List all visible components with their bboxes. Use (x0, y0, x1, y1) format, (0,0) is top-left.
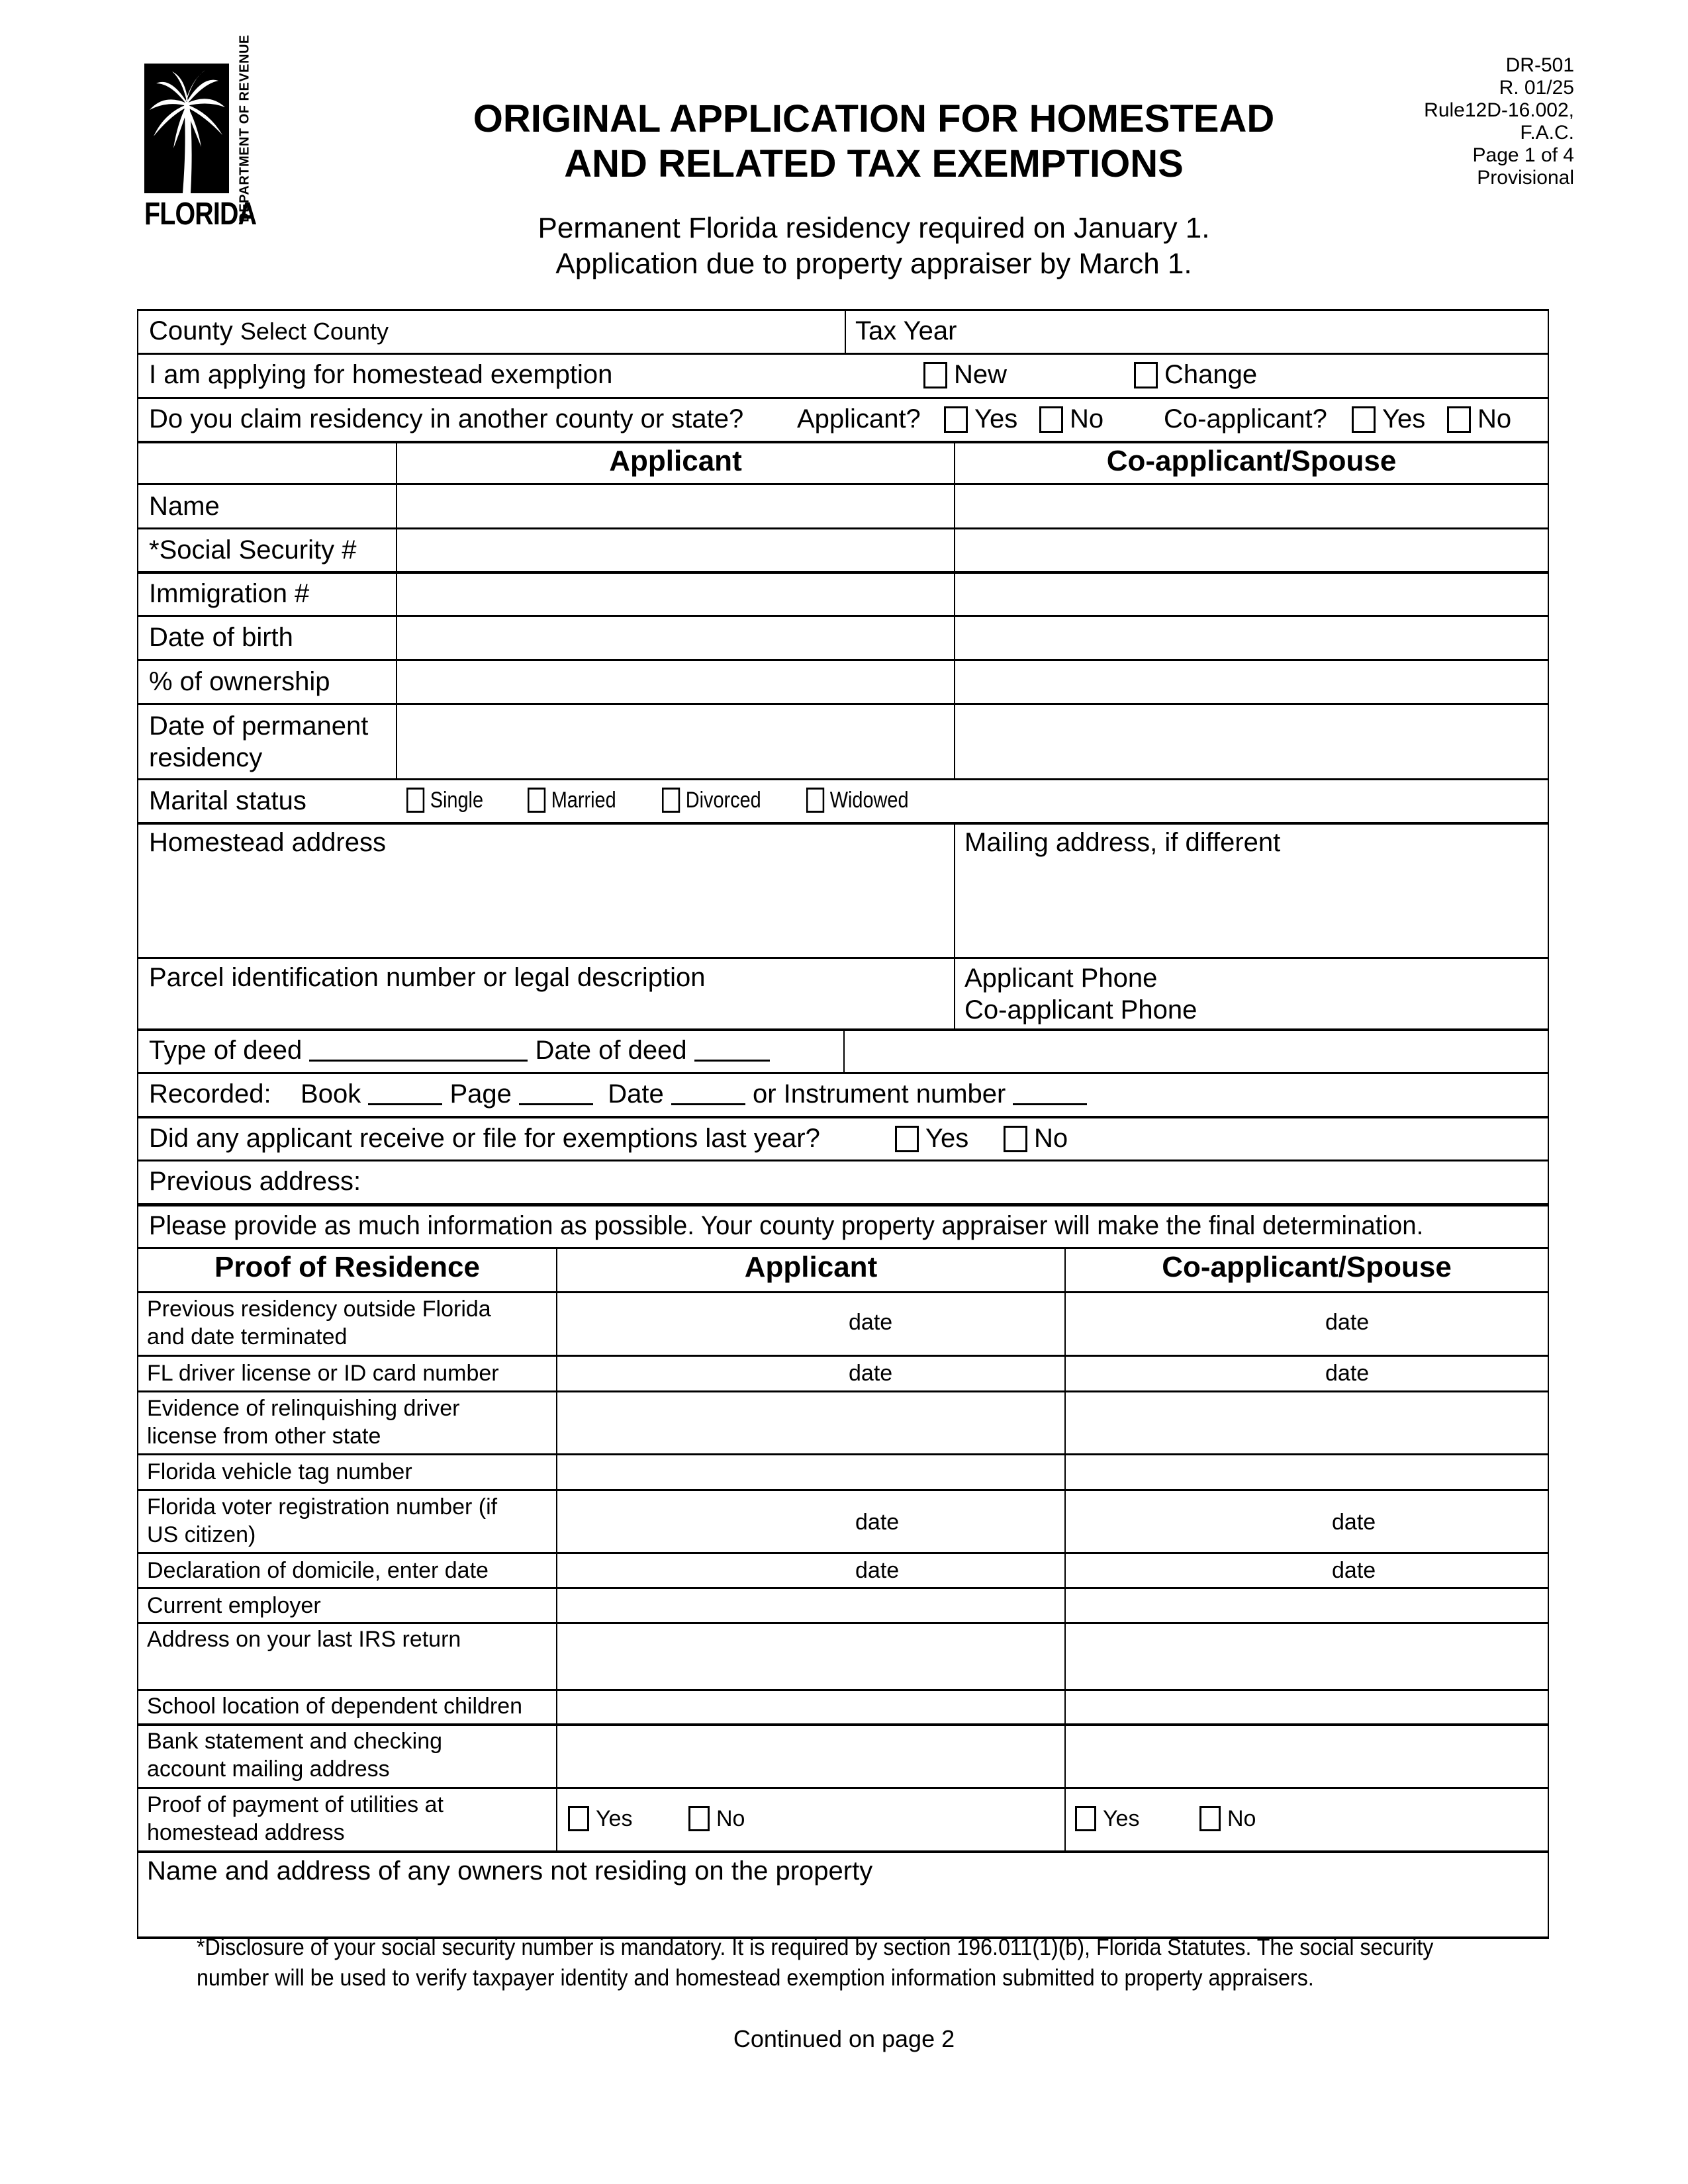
owners-not-residing-label: Name and address of any owners not residing on the property (147, 1856, 873, 1886)
coapplicant-name-input[interactable] (957, 485, 1546, 526)
rule (137, 397, 1549, 399)
recorded-date-label: Date (608, 1079, 664, 1109)
type-of-deed-input[interactable] (309, 1039, 528, 1062)
applicant-phone-field[interactable]: Applicant Phone (964, 964, 1158, 993)
applicant-relinquish-input[interactable] (558, 1392, 1063, 1452)
rule (137, 1203, 1549, 1206)
owners-not-residing-input[interactable] (139, 1888, 1546, 1936)
rule (137, 1247, 138, 1939)
coapplicant-phone-field[interactable]: Co-applicant Phone (964, 995, 1197, 1024)
checkbox[interactable] (688, 1806, 710, 1831)
rule (137, 1160, 1549, 1161)
book-label: Book (301, 1079, 361, 1109)
book-input[interactable] (368, 1083, 442, 1105)
coapplicant-employer-input[interactable] (1066, 1589, 1546, 1621)
parcel-input[interactable] (139, 993, 952, 1027)
label-line: Evidence of relinquishing driver (147, 1396, 460, 1421)
yes-label: Yes (1382, 404, 1426, 433)
applicant-date-hint[interactable]: date (855, 1510, 900, 1535)
immigration-label: Immigration # (149, 579, 310, 608)
tax-year-field[interactable]: Tax Year (855, 316, 957, 345)
applicant-immigration-input[interactable] (399, 574, 953, 615)
checkbox[interactable] (406, 788, 424, 813)
form-fac: F.A.C. (1520, 122, 1574, 144)
checkbox[interactable] (944, 406, 968, 433)
permanent-residency-label (149, 710, 368, 774)
new-label: New (954, 360, 1008, 389)
proof-row-label (147, 1493, 497, 1549)
applicant-irs-address-input[interactable] (558, 1624, 1063, 1688)
no-label: No (1070, 404, 1104, 433)
homestead-address-input[interactable] (139, 859, 952, 956)
applicant-vehicle-tag-input[interactable] (558, 1455, 1063, 1488)
applicant-name-input[interactable] (399, 485, 953, 526)
rule (137, 441, 1549, 443)
applicant-date-hint[interactable]: date (855, 1558, 900, 1583)
residency-coapplicant-no[interactable] (1447, 404, 1511, 434)
option-label: Single (430, 788, 484, 813)
coapplicant-school-input[interactable] (1066, 1691, 1546, 1722)
page-input[interactable] (519, 1083, 593, 1105)
coapplicant-immigration-input[interactable] (957, 574, 1546, 615)
coapplicant-utilities-no[interactable] (1199, 1805, 1256, 1832)
recorded-date-input[interactable] (671, 1083, 745, 1105)
proof-column-header: Proof of Residence (214, 1251, 480, 1283)
ownership-label: % of ownership (149, 667, 330, 696)
applicant-residency-date-input[interactable] (399, 705, 953, 776)
previous-address-input[interactable] (371, 1162, 1546, 1201)
subtitle-line-1: Permanent Florida residency required on January 1. (538, 212, 1210, 244)
proof-row-label (147, 1727, 442, 1783)
page-title (371, 97, 1377, 187)
marital-widowed[interactable] (806, 787, 909, 813)
no-label: No (1477, 404, 1512, 433)
homestead-address-label: Homestead address (149, 828, 386, 857)
coapplicant-vehicle-tag-input[interactable] (1066, 1455, 1546, 1488)
label-line: US citizen) (147, 1522, 256, 1547)
change-checkbox[interactable] (1134, 362, 1158, 388)
proof-instruction: Please provide as much information as possible. Your county property appraiser will make the final determination. (149, 1211, 1424, 1240)
coapplicant-column-header: Co-applicant/Spouse (1106, 445, 1397, 477)
ssn-disclosure (197, 1933, 1451, 1993)
name-label: Name (149, 492, 220, 521)
residency-applicant-yes[interactable] (944, 404, 1017, 434)
continued-note: Continued on page 2 (733, 2025, 955, 2052)
applicant-dob-input[interactable] (399, 617, 953, 658)
applicant-bank-address-input[interactable] (558, 1726, 1063, 1786)
form-revision: R. 01/25 (1499, 77, 1574, 99)
coapplicant-date-hint[interactable]: date (1332, 1558, 1376, 1583)
phone-labels (964, 962, 1197, 1026)
rule (556, 1247, 557, 1850)
checkbox[interactable] (895, 1126, 919, 1152)
rule (137, 778, 1549, 780)
yes-label: Yes (925, 1124, 969, 1153)
coapplicant-bank-address-input[interactable] (1066, 1726, 1546, 1786)
disclosure-line: number will be used to verify taxpayer identity and homestead exemption information submitted to property appraisers. (197, 1965, 1314, 1991)
no-label: No (716, 1806, 745, 1831)
rule (137, 1489, 1549, 1491)
checkbox[interactable] (1199, 1806, 1221, 1831)
subtitle-line-2: Application due to property appraiser by March 1. (555, 248, 1192, 280)
department-of-revenue-label: DEPARTMENT OF REVENUE (237, 34, 252, 222)
applicant-utilities-no[interactable] (688, 1805, 745, 1832)
applicant-utilities-yes[interactable] (568, 1805, 632, 1832)
instrument-number-input[interactable] (1013, 1083, 1087, 1105)
rule (137, 1850, 1549, 1853)
mailing-address-label: Mailing address, if different (964, 828, 1281, 857)
applicant-employer-input[interactable] (558, 1589, 1063, 1621)
rule (843, 1028, 845, 1072)
yes-label: Yes (596, 1806, 633, 1831)
disclosure-line: *Disclosure of your social security number is mandatory. It is required by section 196.011(1)(b), Florida Statutes. The social security (197, 1934, 1434, 1960)
rule (845, 309, 846, 353)
date-of-deed-input[interactable] (694, 1039, 770, 1062)
form-rule: Rule12D-16.002, (1424, 99, 1574, 121)
proof-row-label: Address on your last IRS return (147, 1627, 461, 1652)
yes-label: Yes (974, 404, 1018, 433)
proof-row-label (147, 1295, 491, 1351)
label-line: Previous residency outside Florida (147, 1297, 491, 1322)
label-line: Date of permanent (149, 711, 369, 741)
new-checkbox[interactable] (923, 362, 947, 388)
label-line: Bank statement and checking (147, 1729, 443, 1754)
palm-tree-icon (144, 64, 229, 193)
checkbox[interactable] (1075, 1806, 1096, 1831)
proof-row-label: Current employer (147, 1593, 321, 1618)
exemptions-yes[interactable] (895, 1123, 968, 1154)
form-status: Provisional (1477, 167, 1574, 189)
county-field[interactable] (149, 316, 389, 347)
exemptions-no[interactable] (1004, 1123, 1068, 1154)
exemptions-last-year-label: Did any applicant receive or file for exemptions last year? (149, 1124, 820, 1153)
checkbox[interactable] (528, 788, 545, 813)
proof-row-label: Declaration of domicile, enter date (147, 1558, 489, 1583)
proof-row-label: Florida vehicle tag number (147, 1459, 412, 1484)
rule (1548, 1247, 1549, 1939)
ssn-label: *Social Security # (149, 535, 357, 565)
parcel-label: Parcel identification number or legal description (149, 963, 706, 992)
previous-address-label: Previous address: (149, 1167, 361, 1196)
proof-row-label (147, 1791, 444, 1846)
rule (137, 1552, 1549, 1554)
coapplicant-ssn-input[interactable] (957, 529, 1546, 570)
form-meta (1424, 54, 1574, 189)
residency-applicant-label: Applicant? (797, 404, 921, 433)
dob-label: Date of birth (149, 623, 293, 652)
rule (954, 822, 955, 1028)
label-line: residency (149, 743, 263, 772)
coapplicant-utilities-yes[interactable] (1075, 1805, 1139, 1832)
proof-row-label (147, 1394, 459, 1450)
residency-coapplicant-label: Co-applicant? (1164, 404, 1327, 433)
type-of-deed-label: Type of deed (149, 1036, 303, 1065)
checkbox[interactable] (1004, 1126, 1027, 1152)
applicant-ssn-input[interactable] (399, 529, 953, 570)
date-of-deed-label: Date of deed (535, 1036, 687, 1065)
marital-married[interactable] (528, 787, 616, 813)
coapplicant-relinquish-input[interactable] (1066, 1392, 1546, 1452)
florida-wordmark: FLORIDA (144, 197, 257, 232)
rule (137, 1787, 1549, 1789)
no-label: No (1034, 1124, 1068, 1153)
applying-label: I am applying for homestead exemption (149, 360, 613, 389)
change-label: Change (1164, 360, 1258, 389)
rule (137, 1291, 1549, 1293)
rule (137, 353, 1549, 355)
rule (137, 1116, 1549, 1118)
table-border-right (1548, 309, 1549, 1275)
option-label: Divorced (685, 788, 761, 813)
label-line: and date terminated (147, 1324, 348, 1349)
marital-single[interactable] (406, 787, 483, 813)
rule (137, 957, 1549, 959)
recorded-label: Recorded: (149, 1079, 271, 1109)
county-select[interactable]: Select County (240, 318, 389, 345)
coapplicant-dob-input[interactable] (957, 617, 1546, 658)
checkbox[interactable] (1352, 406, 1376, 433)
rule (1064, 1247, 1066, 1850)
coapplicant-residency-date-input[interactable] (957, 705, 1546, 776)
no-label: No (1227, 1806, 1256, 1831)
checkbox[interactable] (1039, 406, 1063, 433)
marital-divorced[interactable] (662, 787, 761, 813)
applicant-column-header: Applicant (609, 445, 742, 477)
applicant-column-header: Applicant (744, 1251, 878, 1283)
applicant-date-hint[interactable]: date (849, 1361, 893, 1386)
option-label: Widowed (829, 788, 909, 813)
coapplicant-column-header: Co-applicant/Spouse (1162, 1251, 1452, 1283)
checkbox[interactable] (1447, 406, 1471, 433)
page-label: Page (449, 1079, 512, 1109)
residency-question: Do you claim residency in another county or state? (149, 404, 744, 433)
florida-dor-logo (144, 34, 258, 232)
marital-status-label: Marital status (149, 786, 306, 815)
applicant-school-input[interactable] (558, 1691, 1063, 1722)
rule (954, 441, 955, 778)
checkbox[interactable] (806, 788, 824, 813)
proof-row-label: FL driver license or ID card number (147, 1361, 499, 1386)
coapplicant-date-hint[interactable]: date (1332, 1510, 1376, 1535)
coapplicant-ownership-input[interactable] (957, 661, 1546, 702)
label-line: Proof of payment of utilities at (147, 1792, 444, 1817)
yes-label: Yes (1103, 1806, 1140, 1831)
rule (137, 1247, 1549, 1249)
label-line: account mailing address (147, 1756, 390, 1782)
rule (137, 1072, 1549, 1074)
coapplicant-irs-address-input[interactable] (1066, 1624, 1546, 1688)
residency-coapplicant-yes[interactable] (1352, 404, 1425, 434)
applicant-ownership-input[interactable] (399, 661, 953, 702)
coapplicant-date-hint[interactable]: date (1325, 1310, 1370, 1335)
proof-row-label: School location of dependent children (147, 1694, 523, 1719)
title-line-1: ORIGINAL APPLICATION FOR HOMESTEAD (473, 97, 1275, 140)
option-label: Married (551, 788, 616, 813)
table-border-left (137, 309, 138, 1275)
checkbox[interactable] (662, 788, 680, 813)
form-number: DR-501 (1505, 54, 1574, 76)
county-label: County (149, 316, 233, 345)
mailing-address-input[interactable] (957, 859, 1546, 956)
rule (396, 441, 397, 778)
label-line: Florida voter registration number (if (147, 1494, 498, 1520)
label-line: homestead address (147, 1820, 345, 1845)
rule (137, 822, 1549, 825)
rule (137, 309, 1549, 311)
deed-row (149, 1035, 770, 1066)
title-line-2: AND RELATED TAX EXEMPTIONS (564, 142, 1184, 185)
rule (137, 1355, 1549, 1357)
label-line: license from other state (147, 1424, 381, 1449)
recorded-row (149, 1079, 1087, 1109)
page-subtitle (371, 210, 1377, 282)
new-option[interactable] (923, 359, 1007, 390)
change-option[interactable] (1134, 359, 1257, 390)
applicant-date-hint[interactable]: date (849, 1310, 893, 1335)
instrument-number-label: or Instrument number (752, 1079, 1006, 1109)
checkbox[interactable] (568, 1806, 589, 1831)
coapplicant-date-hint[interactable]: date (1325, 1361, 1370, 1386)
residency-applicant-no[interactable] (1039, 404, 1103, 434)
page-indicator: Page 1 of 4 (1472, 144, 1574, 166)
